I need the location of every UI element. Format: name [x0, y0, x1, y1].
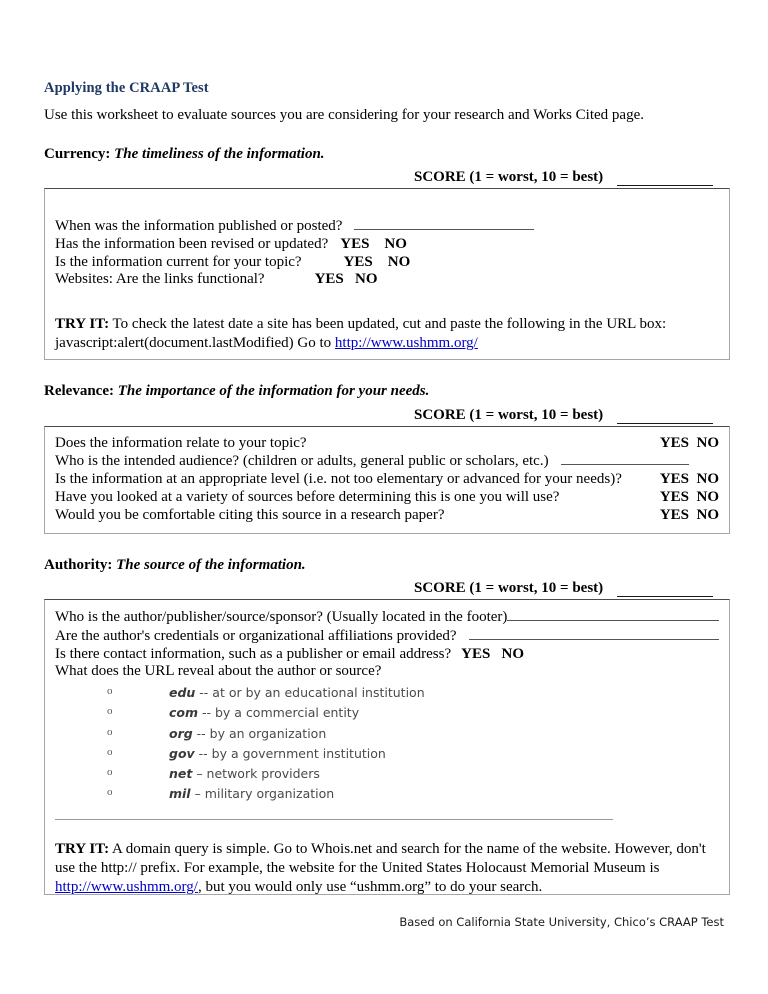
section-header-currency	[44, 145, 730, 165]
page-title: Applying the CRAAP Test	[44, 80, 209, 96]
score-row-relevance	[44, 404, 730, 424]
list-item	[107, 784, 719, 804]
try-it-paragraph-authority	[55, 840, 719, 898]
try-it-label: TRY IT:	[55, 840, 110, 857]
try-it-text: A domain query is simple. Go to Whois.net and search for the name of the website. However, don't use the http:// prefix. For example, the website for the United States Holocaust Memorial Museum is	[55, 840, 706, 876]
circle-bullet-icon: o	[107, 725, 113, 738]
yes-no-choice[interactable]: YES NO	[659, 506, 719, 523]
score-input-relevance[interactable]	[617, 410, 713, 424]
domain-description: – network providers	[192, 766, 320, 781]
score-row-authority	[44, 577, 730, 597]
question-text: Has the information been revised or updated?	[55, 235, 329, 252]
domain-tld: edu	[169, 685, 196, 700]
question-text: What does the URL reveal about the author or source?	[55, 663, 382, 680]
question-text: Is the information current for your topic?	[55, 253, 302, 270]
section-description-relevance: The importance of the information for your needs.	[117, 383, 430, 400]
list-item	[107, 683, 719, 703]
domain-description: – military organization	[190, 786, 335, 802]
domain-tld: mil	[169, 786, 191, 802]
question-row	[55, 471, 719, 489]
currency-box	[44, 188, 730, 360]
answer-blank[interactable]	[354, 217, 534, 230]
score-input-authority[interactable]	[617, 583, 713, 597]
question-row	[55, 254, 719, 272]
question-text: Who is the intended audience? (children or adults, general public or scholars, etc.)	[55, 453, 549, 470]
domain-description: -- by a government institution	[194, 745, 386, 761]
question-row	[55, 236, 719, 254]
yes-no-choice[interactable]: YES NO	[314, 271, 378, 288]
circle-bullet-icon: o	[107, 705, 113, 718]
question-row	[55, 217, 719, 236]
question-row	[55, 435, 719, 453]
score-row-currency	[44, 166, 730, 186]
question-row	[55, 608, 719, 627]
question-text: Would you be comfortable citing this source in a research paper?	[55, 506, 445, 523]
relevance-box	[44, 426, 730, 534]
domain-tld: net	[169, 766, 193, 781]
yes-no-choice[interactable]: YES NO	[659, 434, 719, 451]
list-item	[107, 724, 719, 744]
try-it-label: TRY IT:	[55, 316, 110, 332]
question-row	[55, 452, 719, 471]
try-it-paragraph-currency	[55, 315, 719, 353]
question-text: When was the information published or posted?	[55, 218, 343, 235]
section-header-relevance	[44, 382, 730, 402]
score-label-relevance: SCORE (1 = worst, 10 = best)	[414, 406, 604, 423]
domain-description: -- by a commercial entity	[198, 705, 360, 721]
question-row	[55, 507, 719, 525]
score-input-currency[interactable]	[617, 172, 713, 186]
list-item	[107, 744, 719, 764]
question-row	[55, 489, 719, 507]
document-content	[44, 80, 730, 895]
yes-no-choice[interactable]: YES NO	[659, 488, 719, 505]
question-text: Websites: Are the links functional?	[55, 271, 265, 288]
yes-no-choice[interactable]: YES NO	[343, 253, 411, 270]
section-category-currency: Currency:	[44, 145, 111, 162]
question-text: Is the information at an appropriate level (i.e. not too elementary or advanced for your needs)?	[55, 471, 622, 488]
question-row	[55, 663, 719, 681]
yes-no-choice[interactable]: YES NO	[659, 471, 719, 488]
section-description-currency: The timeliness of the information.	[114, 145, 325, 162]
circle-bullet-icon: o	[107, 685, 113, 697]
score-label-currency: SCORE (1 = worst, 10 = best)	[414, 169, 604, 186]
list-item	[107, 764, 719, 784]
section-header-authority	[44, 556, 730, 576]
answer-blank[interactable]	[507, 608, 719, 621]
page-footer: Based on California State University, Chico’s CRAAP Test	[399, 915, 724, 929]
section-category-authority: Authority:	[44, 556, 113, 573]
try-it-text: To check the latest date a site has been updated, cut and paste the following in the URL box: javascript:alert(document.lastModified) Go to	[55, 316, 667, 352]
section-category-relevance: Relevance:	[44, 383, 114, 400]
question-text: Have you looked at a variety of sources before determining this is one you will use?	[55, 488, 560, 505]
question-row	[55, 271, 719, 289]
try-it-text-tail: , but you would only use “ushmm.org” to do your search.	[197, 878, 543, 895]
question-row	[55, 627, 719, 646]
question-row	[55, 646, 719, 664]
domain-description: -- by an organization	[192, 725, 327, 741]
answer-blank[interactable]	[561, 452, 689, 465]
yes-no-choice[interactable]: YES NO	[461, 645, 525, 662]
intro-paragraph: Use this worksheet to evaluate sources you are considering for your research and Works Cited page.	[44, 107, 644, 123]
domain-description: -- at or by an educational institution	[195, 685, 425, 700]
domain-tld: gov	[169, 745, 195, 761]
list-item	[107, 703, 719, 723]
yes-no-choice[interactable]: YES NO	[340, 235, 407, 252]
domain-tld: org	[169, 725, 193, 741]
circle-bullet-icon: o	[107, 786, 113, 799]
circle-bullet-icon: o	[107, 766, 113, 778]
question-text: Does the information relate to your topic?	[55, 434, 307, 451]
section-description-authority: The source of the information.	[116, 556, 306, 573]
answer-blank[interactable]	[469, 627, 719, 640]
ushmm-link[interactable]: http://www.ushmm.org/	[55, 878, 198, 895]
question-text: Are the author's credentials or organizational affiliations provided?	[55, 627, 457, 644]
authority-box	[44, 599, 730, 895]
question-text: Is there contact information, such as a publisher or email address?	[55, 645, 452, 662]
question-text: Who is the author/publisher/source/sponsor? (Usually located in the footer)	[55, 609, 508, 626]
domain-suffix-list	[55, 683, 719, 805]
score-label-authority: SCORE (1 = worst, 10 = best)	[414, 580, 604, 597]
circle-bullet-icon: o	[107, 745, 113, 758]
domain-tld: com	[169, 705, 199, 721]
ushmm-link[interactable]: http://www.ushmm.org/	[334, 335, 478, 352]
